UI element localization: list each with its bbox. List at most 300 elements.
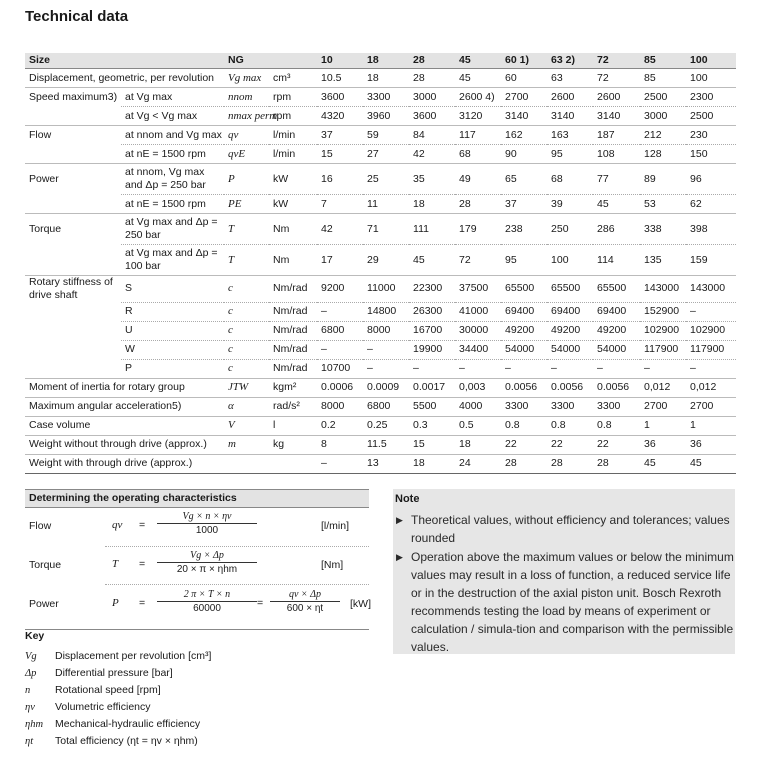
- table-cell: 338: [640, 214, 686, 245]
- table-cell: 3300: [593, 397, 640, 416]
- table-cell: 30000: [455, 321, 501, 340]
- table-cell: 22300: [409, 276, 455, 303]
- table-cell: 65: [501, 164, 547, 195]
- table-row: [25, 416, 736, 435]
- header-cell: NG: [224, 53, 269, 69]
- table-cell: 238: [501, 214, 547, 245]
- table-cell: –: [317, 302, 363, 321]
- table-cell: 3600: [317, 88, 363, 107]
- formula-denominator: 60000: [193, 603, 221, 614]
- row-unit: Nm/rad: [269, 276, 317, 303]
- table-cell: 0.0009: [363, 378, 409, 397]
- table-cell: 128: [640, 145, 686, 164]
- key-symbol: ηhm: [25, 719, 44, 730]
- operating-characteristics-box: [25, 489, 369, 630]
- row-label: Speed maximum3): [25, 88, 121, 107]
- row-symbol: α: [224, 397, 269, 416]
- row-label: [25, 302, 121, 321]
- formula-symbol: qv: [112, 519, 123, 531]
- row-label: Moment of inertia for rotary group: [25, 378, 224, 397]
- table-cell: 54000: [547, 340, 593, 359]
- row-symbol: nmax perm: [224, 107, 269, 126]
- bullet-arrow-icon: ▶: [396, 552, 403, 562]
- table-cell: 45: [686, 454, 736, 473]
- table-cell: –: [640, 359, 686, 378]
- table-cell: 2300: [686, 88, 736, 107]
- formula-unit: [l/min]: [321, 520, 350, 532]
- table-cell: 11000: [363, 276, 409, 303]
- row-condition: at Vg max and Δp = 100 bar: [121, 245, 224, 276]
- table-cell: 60: [501, 69, 547, 88]
- technical-data-table: [25, 53, 736, 474]
- table-cell: 0.0006: [317, 378, 363, 397]
- table-cell: 13: [363, 454, 409, 473]
- table-cell: 3960: [363, 107, 409, 126]
- table-cell: 6800: [317, 321, 363, 340]
- table-cell: 24: [455, 454, 501, 473]
- row-symbol: P: [224, 164, 269, 195]
- table-cell: 0.3: [409, 416, 455, 435]
- table-cell: 49200: [501, 321, 547, 340]
- table-row: [25, 302, 736, 321]
- header-cell: 85: [640, 53, 686, 69]
- table-cell: 28: [593, 454, 640, 473]
- row-condition: R: [121, 302, 224, 321]
- table-cell: 25: [363, 164, 409, 195]
- row-unit: l/min: [269, 126, 317, 145]
- table-cell: 162: [501, 126, 547, 145]
- table-cell: 152900: [640, 302, 686, 321]
- key-text: Displacement per revolution [cm³]: [55, 650, 212, 662]
- row-label: [25, 245, 121, 276]
- table-cell: 49200: [547, 321, 593, 340]
- row-unit: cm³: [269, 69, 317, 88]
- row-unit: l: [269, 416, 317, 435]
- key-text: Mechanical-hydraulic efficiency: [55, 718, 201, 730]
- table-cell: 49200: [593, 321, 640, 340]
- row-condition: S: [121, 276, 224, 303]
- formula-unit: [Nm]: [321, 559, 344, 571]
- table-cell: 3140: [547, 107, 593, 126]
- table-cell: 45: [455, 69, 501, 88]
- row-unit: kW: [269, 164, 317, 195]
- formula-power: [25, 586, 369, 624]
- row-unit: Nm/rad: [269, 340, 317, 359]
- table-cell: 19900: [409, 340, 455, 359]
- formula-equals: =: [139, 558, 146, 570]
- table-cell: 4320: [317, 107, 363, 126]
- key-symbol: Vg: [25, 651, 37, 662]
- table-cell: 36: [686, 435, 736, 454]
- header-cell: 18: [363, 53, 409, 69]
- table-cell: 9200: [317, 276, 363, 303]
- header-cell: 45: [455, 53, 501, 69]
- row-label: Displacement, geometric, per revolution: [25, 69, 224, 88]
- table-cell: 18: [455, 435, 501, 454]
- table-cell: 85: [640, 69, 686, 88]
- note-title: Note: [395, 493, 420, 505]
- table-cell: 35: [409, 164, 455, 195]
- table-cell: 72: [455, 245, 501, 276]
- table-cell: 0,012: [686, 378, 736, 397]
- divider: [105, 584, 369, 585]
- table-cell: –: [409, 359, 455, 378]
- table-cell: 14800: [363, 302, 409, 321]
- row-label: Power: [25, 164, 121, 195]
- table-cell: 102900: [686, 321, 736, 340]
- key-section: [25, 630, 211, 750]
- row-label: Weight with through drive (approx.): [25, 454, 224, 473]
- table-cell: 398: [686, 214, 736, 245]
- table-cell: 62: [686, 195, 736, 214]
- table-row: [25, 145, 736, 164]
- table-cell: 286: [593, 214, 640, 245]
- row-label: Maximum angular acceleration5): [25, 397, 224, 416]
- key-item: [25, 648, 211, 665]
- table-cell: 22: [593, 435, 640, 454]
- table-cell: 77: [593, 164, 640, 195]
- table-cell: 143000: [640, 276, 686, 303]
- table-cell: 0.5: [455, 416, 501, 435]
- table-cell: 28: [455, 195, 501, 214]
- formula-unit: [kW]: [350, 598, 371, 610]
- table-cell: 45: [593, 195, 640, 214]
- key-item: [25, 716, 211, 733]
- table-cell: 3300: [363, 88, 409, 107]
- table-row: [25, 359, 736, 378]
- table-cell: 2700: [640, 397, 686, 416]
- table-cell: 100: [686, 69, 736, 88]
- formula-torque: [25, 547, 369, 585]
- table-cell: 10.5: [317, 69, 363, 88]
- table-cell: 0.8: [501, 416, 547, 435]
- table-cell: 41000: [455, 302, 501, 321]
- row-unit: [269, 454, 317, 473]
- table-cell: 37500: [455, 276, 501, 303]
- table-cell: 36: [640, 435, 686, 454]
- formula-symbol: T: [112, 558, 119, 570]
- operating-title: Determining the operating characteristics: [25, 490, 369, 508]
- table-cell: 17: [317, 245, 363, 276]
- table-cell: 3140: [501, 107, 547, 126]
- table-cell: 7: [317, 195, 363, 214]
- table-cell: 18: [409, 454, 455, 473]
- formula-fraction-2: [270, 589, 340, 614]
- row-label: [25, 195, 121, 214]
- key-text: Total efficiency (ηt = ηv × ηhm): [55, 735, 198, 747]
- row-symbol: T: [224, 245, 269, 276]
- table-cell: –: [501, 359, 547, 378]
- row-symbol: nnom: [224, 88, 269, 107]
- formula-fraction: [157, 550, 257, 575]
- formula-numerator-2: qv × Δp: [270, 589, 340, 602]
- row-symbol: c: [224, 340, 269, 359]
- table-cell: 65500: [501, 276, 547, 303]
- table-cell: 15: [409, 435, 455, 454]
- row-condition: at nnom, Vg max and Δp = 250 bar: [121, 164, 224, 195]
- row-unit: kW: [269, 195, 317, 214]
- table-cell: 27: [363, 145, 409, 164]
- table-cell: 2700: [686, 397, 736, 416]
- row-condition: U: [121, 321, 224, 340]
- table-row: [25, 397, 736, 416]
- table-cell: 3000: [409, 88, 455, 107]
- key-item: [25, 682, 211, 699]
- table-cell: 42: [317, 214, 363, 245]
- table-cell: 49: [455, 164, 501, 195]
- formula-fraction: [157, 589, 257, 614]
- header-cell: Size: [25, 53, 224, 69]
- table-cell: 95: [501, 245, 547, 276]
- table-cell: –: [363, 359, 409, 378]
- row-unit: Nm: [269, 245, 317, 276]
- table-row: [25, 245, 736, 276]
- table-row: [25, 276, 736, 303]
- table-cell: 22: [501, 435, 547, 454]
- row-label: [25, 107, 121, 126]
- key-text: Volumetric efficiency: [55, 701, 151, 713]
- table-cell: 108: [593, 145, 640, 164]
- table-cell: 53: [640, 195, 686, 214]
- row-unit: Nm: [269, 214, 317, 245]
- row-label: Flow: [25, 126, 121, 145]
- header-cell: 63 2): [547, 53, 593, 69]
- row-symbol: c: [224, 359, 269, 378]
- table-cell: 54000: [593, 340, 640, 359]
- table-row: [25, 195, 736, 214]
- table-cell: 8000: [317, 397, 363, 416]
- table-cell: 65500: [593, 276, 640, 303]
- table-cell: 59: [363, 126, 409, 145]
- table-row: [25, 107, 736, 126]
- table-cell: 3140: [593, 107, 640, 126]
- table-row: [25, 69, 736, 88]
- table-cell: 89: [640, 164, 686, 195]
- table-cell: 16700: [409, 321, 455, 340]
- table-cell: 2600: [593, 88, 640, 107]
- table-cell: 117900: [686, 340, 736, 359]
- table-cell: 3000: [640, 107, 686, 126]
- table-cell: –: [547, 359, 593, 378]
- row-unit: rad/s²: [269, 397, 317, 416]
- table-cell: 15: [317, 145, 363, 164]
- header-cell: 10: [317, 53, 363, 69]
- row-condition: at Vg < Vg max: [121, 107, 224, 126]
- row-condition: at Vg max and Δp = 250 bar: [121, 214, 224, 245]
- key-item: [25, 733, 211, 750]
- row-condition: P: [121, 359, 224, 378]
- row-label: Rotary stiffness of drive shaft: [25, 276, 121, 303]
- table-cell: 68: [547, 164, 593, 195]
- header-cell: 72: [593, 53, 640, 69]
- table-cell: 2600 4): [455, 88, 501, 107]
- table-cell: 3600: [409, 107, 455, 126]
- table-cell: 72: [593, 69, 640, 88]
- table-cell: 11: [363, 195, 409, 214]
- formula-fraction: [157, 511, 257, 536]
- key-symbol: ηt: [25, 736, 34, 747]
- table-cell: 117: [455, 126, 501, 145]
- row-label: [25, 321, 121, 340]
- table-cell: 0.8: [593, 416, 640, 435]
- table-cell: 1: [686, 416, 736, 435]
- formula-flow: [25, 508, 369, 546]
- key-text: Rotational speed [rpm]: [55, 684, 161, 696]
- table-cell: 0.8: [547, 416, 593, 435]
- table-cell: 111: [409, 214, 455, 245]
- table-cell: 187: [593, 126, 640, 145]
- formula-equals: =: [139, 597, 146, 609]
- table-cell: 0.2: [317, 416, 363, 435]
- row-symbol: T: [224, 214, 269, 245]
- table-cell: –: [593, 359, 640, 378]
- key-symbol: n: [25, 685, 31, 696]
- note-item: ▶ Operation above the maximum values or below the minimum values may result in a loss of function, a reduced service life or in the destruction of the axial piston unit. Bosch Rexroth recommends testing the load by means of experiment or calculation / simula-tion and comparison with the permissible values.: [396, 550, 734, 654]
- table-cell: 3120: [455, 107, 501, 126]
- table-header-row: [25, 53, 736, 69]
- table-cell: 8: [317, 435, 363, 454]
- table-cell: 63: [547, 69, 593, 88]
- table-cell: –: [686, 302, 736, 321]
- header-cell: 100: [686, 53, 736, 69]
- table-cell: 0.0017: [409, 378, 455, 397]
- table-row: [25, 435, 736, 454]
- table-row: [25, 321, 736, 340]
- table-cell: 4000: [455, 397, 501, 416]
- table-row: [25, 340, 736, 359]
- formula-numerator: Vg × Δp: [157, 550, 257, 563]
- row-condition: at Vg max: [121, 88, 224, 107]
- row-symbol: JTW: [224, 378, 269, 397]
- table-cell: 65500: [547, 276, 593, 303]
- table-cell: 8000: [363, 321, 409, 340]
- formula-denominator: 1000: [195, 525, 219, 536]
- table-cell: 117900: [640, 340, 686, 359]
- row-symbol: m: [224, 435, 269, 454]
- bullet-arrow-icon: ▶: [396, 515, 403, 525]
- table-cell: 45: [640, 454, 686, 473]
- formula-numerator: 2 π × T × n: [157, 589, 257, 602]
- table-cell: 0.0056: [501, 378, 547, 397]
- key-item: [25, 665, 211, 682]
- formula-equals: =: [139, 519, 146, 531]
- note-item: ▶ Theoretical values, without efficiency and tolerances; values rounded: [396, 513, 730, 545]
- table-cell: 100: [547, 245, 593, 276]
- row-label: Case volume: [25, 416, 224, 435]
- table-cell: 37: [317, 126, 363, 145]
- table-cell: 163: [547, 126, 593, 145]
- table-cell: 2700: [501, 88, 547, 107]
- table-cell: –: [686, 359, 736, 378]
- table-cell: 0.0056: [593, 378, 640, 397]
- table-cell: 45: [409, 245, 455, 276]
- table-cell: 0,003: [455, 378, 501, 397]
- row-unit: rpm: [269, 107, 317, 126]
- table-cell: 3300: [501, 397, 547, 416]
- header-cell: 28: [409, 53, 455, 69]
- row-condition: at nE = 1500 rpm: [121, 145, 224, 164]
- row-symbol: qv: [224, 126, 269, 145]
- table-cell: –: [455, 359, 501, 378]
- formula-numerator: Vg × n × ηv: [157, 511, 257, 524]
- key-item: [25, 699, 211, 716]
- row-unit: Nm/rad: [269, 359, 317, 378]
- table-row: [25, 126, 736, 145]
- table-cell: 11.5: [363, 435, 409, 454]
- table-cell: 0.0056: [547, 378, 593, 397]
- formula-equals-2: =: [257, 597, 264, 609]
- table-cell: 69400: [501, 302, 547, 321]
- row-symbol: c: [224, 321, 269, 340]
- table-cell: 114: [593, 245, 640, 276]
- row-label: [25, 340, 121, 359]
- table-row: [25, 454, 736, 473]
- row-symbol: PE: [224, 195, 269, 214]
- row-unit: Nm/rad: [269, 302, 317, 321]
- table-cell: 159: [686, 245, 736, 276]
- page-title: Technical data: [25, 8, 129, 25]
- key-symbol: Δp: [25, 668, 37, 679]
- table-cell: 6800: [363, 397, 409, 416]
- table-cell: 143000: [686, 276, 736, 303]
- table-cell: 5500: [409, 397, 455, 416]
- table-cell: 135: [640, 245, 686, 276]
- table-cell: 54000: [501, 340, 547, 359]
- table-cell: 18: [363, 69, 409, 88]
- row-symbol: [224, 454, 269, 473]
- table-cell: 26300: [409, 302, 455, 321]
- key-title: Key: [25, 630, 45, 642]
- table-cell: 10700: [317, 359, 363, 378]
- table-cell: 102900: [640, 321, 686, 340]
- table-cell: 96: [686, 164, 736, 195]
- row-label: [25, 145, 121, 164]
- table-cell: 37: [501, 195, 547, 214]
- table-cell: 230: [686, 126, 736, 145]
- formula-label: Flow: [29, 520, 52, 532]
- table-cell: 29: [363, 245, 409, 276]
- table-cell: 2600: [547, 88, 593, 107]
- row-unit: kgm²: [269, 378, 317, 397]
- table-cell: 250: [547, 214, 593, 245]
- formula-denominator-2: 600 × ηt: [286, 603, 324, 614]
- table-cell: 69400: [593, 302, 640, 321]
- table-cell: 42: [409, 145, 455, 164]
- table-cell: 28: [501, 454, 547, 473]
- key-symbol: ηv: [25, 702, 35, 713]
- row-condition: at nnom and Vg max: [121, 126, 224, 145]
- table-cell: 150: [686, 145, 736, 164]
- table-cell: 0.25: [363, 416, 409, 435]
- table-cell: 90: [501, 145, 547, 164]
- note-box: [393, 489, 735, 654]
- table-row: [25, 378, 736, 397]
- formula-label: Power: [29, 598, 59, 610]
- row-symbol: V: [224, 416, 269, 435]
- table-cell: 16: [317, 164, 363, 195]
- table-cell: 2500: [640, 88, 686, 107]
- formula-symbol: P: [112, 597, 119, 609]
- row-label: Torque: [25, 214, 121, 245]
- row-label: [25, 359, 121, 378]
- header-cell: [269, 53, 317, 69]
- table-cell: 39: [547, 195, 593, 214]
- row-condition: W: [121, 340, 224, 359]
- table-cell: 1: [640, 416, 686, 435]
- key-text: Differential pressure [bar]: [55, 667, 173, 679]
- table-row: [25, 88, 736, 107]
- table-cell: 212: [640, 126, 686, 145]
